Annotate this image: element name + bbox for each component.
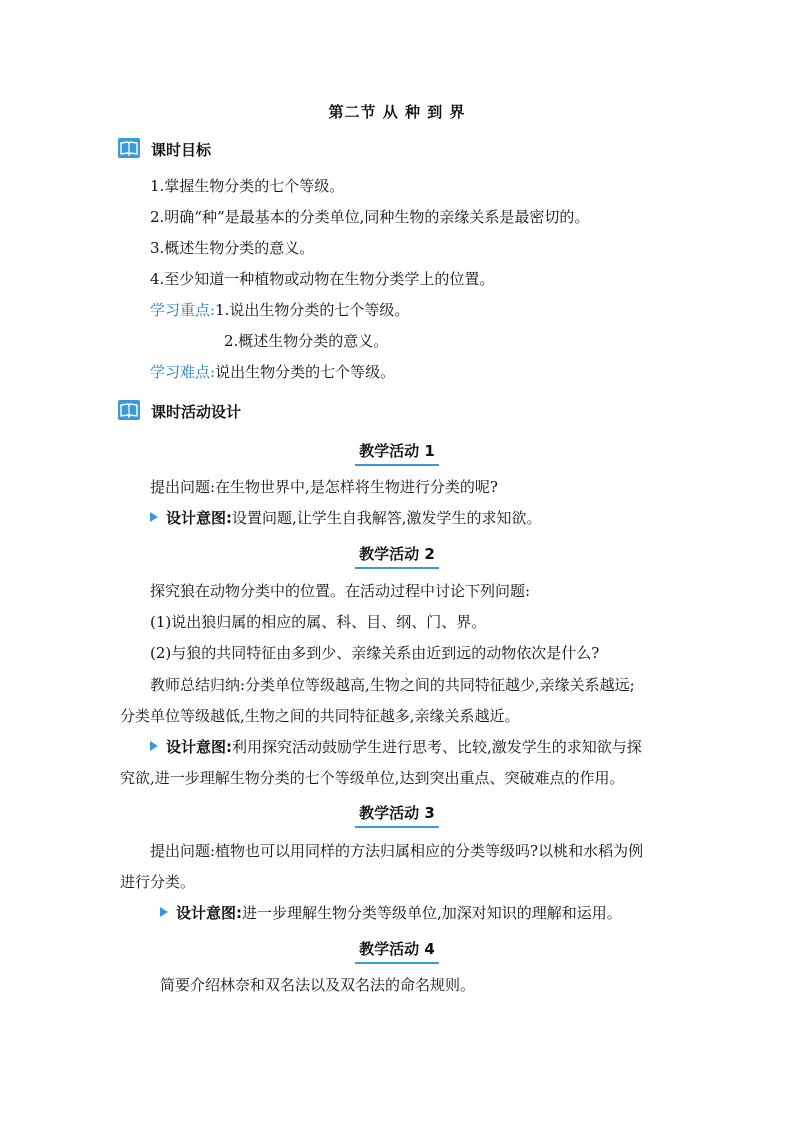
activity-paragraph: (1)说出狼归属的相应的属、科、目、纲、门、界。 [150, 613, 487, 631]
design-intent: 设计意图:进一步理解生物分类等级单位,加深对知识的理解和运用。 [160, 903, 622, 923]
activity-paragraph: (2)与狼的共同特征由多到少、亲缘关系由近到远的动物依次是什么? [150, 644, 600, 662]
activity-title: 教学活动 3 [0, 802, 794, 828]
goal-item: 4.至少知道一种植物或动物在生物分类学上的位置。 [150, 270, 495, 288]
design-intent: 设计意图:设置问题,让学生自我解答,激发学生的求知欲。 [150, 508, 542, 528]
key-point: 2.概述生物分类的意义。 [224, 332, 389, 350]
activity-paragraph: 分类单位等级越低,生物之间的共同特征越多,亲缘关系越近。 [120, 707, 520, 725]
key-points-line [150, 300, 409, 320]
triangle-bullet-icon [150, 741, 158, 751]
activity-title: 教学活动 4 [0, 938, 794, 964]
goal-item: 3.概述生物分类的意义。 [150, 239, 315, 257]
design-intent-continued: 究欲,进一步理解生物分类的七个等级单位,达到突出重点、突破难点的作用。 [120, 769, 625, 787]
triangle-bullet-icon [160, 907, 168, 917]
activity-paragraph: 探究狼在动物分类中的位置。在活动过程中讨论下列问题: [150, 582, 531, 600]
activity-title: 教学活动 2 [0, 543, 794, 569]
section-label: 课时目标 [151, 141, 212, 159]
design-intent: 设计意图:利用探究活动鼓励学生进行思考、比较,激发学生的求知欲与探 [150, 737, 642, 757]
book-icon [118, 400, 140, 420]
activity-paragraph: 提出问题:在生物世界中,是怎样将生物进行分类的呢? [150, 478, 498, 496]
key-points-label: 学习重点: [150, 301, 216, 319]
difficult-point: 说出生物分类的七个等级。 [215, 363, 396, 381]
goal-item: 2.明确“种”是最基本的分类单位,同种生物的亲缘关系是最密切的。 [150, 208, 590, 226]
activity-paragraph: 进行分类。 [120, 873, 196, 891]
goal-item: 1.掌握生物分类的七个等级。 [150, 177, 345, 195]
triangle-bullet-icon [150, 512, 158, 522]
activity-paragraph: 教师总结归纳:分类单位等级越高,生物之间的共同特征越少,亲缘关系越远; [150, 676, 635, 694]
activity-paragraph: 提出问题:植物也可以用同样的方法归属相应的分类等级吗?以桃和水稻为例 [150, 842, 644, 860]
difficult-points-label: 学习难点: [150, 363, 216, 381]
page-title: 第二节 从 种 到 界 [328, 103, 466, 121]
key-point: 1.说出生物分类的七个等级。 [215, 301, 410, 319]
activity-paragraph: 简要介绍林奈和双名法以及双名法的命名规则。 [160, 976, 476, 994]
activity-title: 教学活动 1 [0, 440, 794, 466]
book-icon [118, 138, 140, 158]
difficult-points-line [150, 362, 395, 382]
section-label: 课时活动设计 [151, 403, 242, 421]
